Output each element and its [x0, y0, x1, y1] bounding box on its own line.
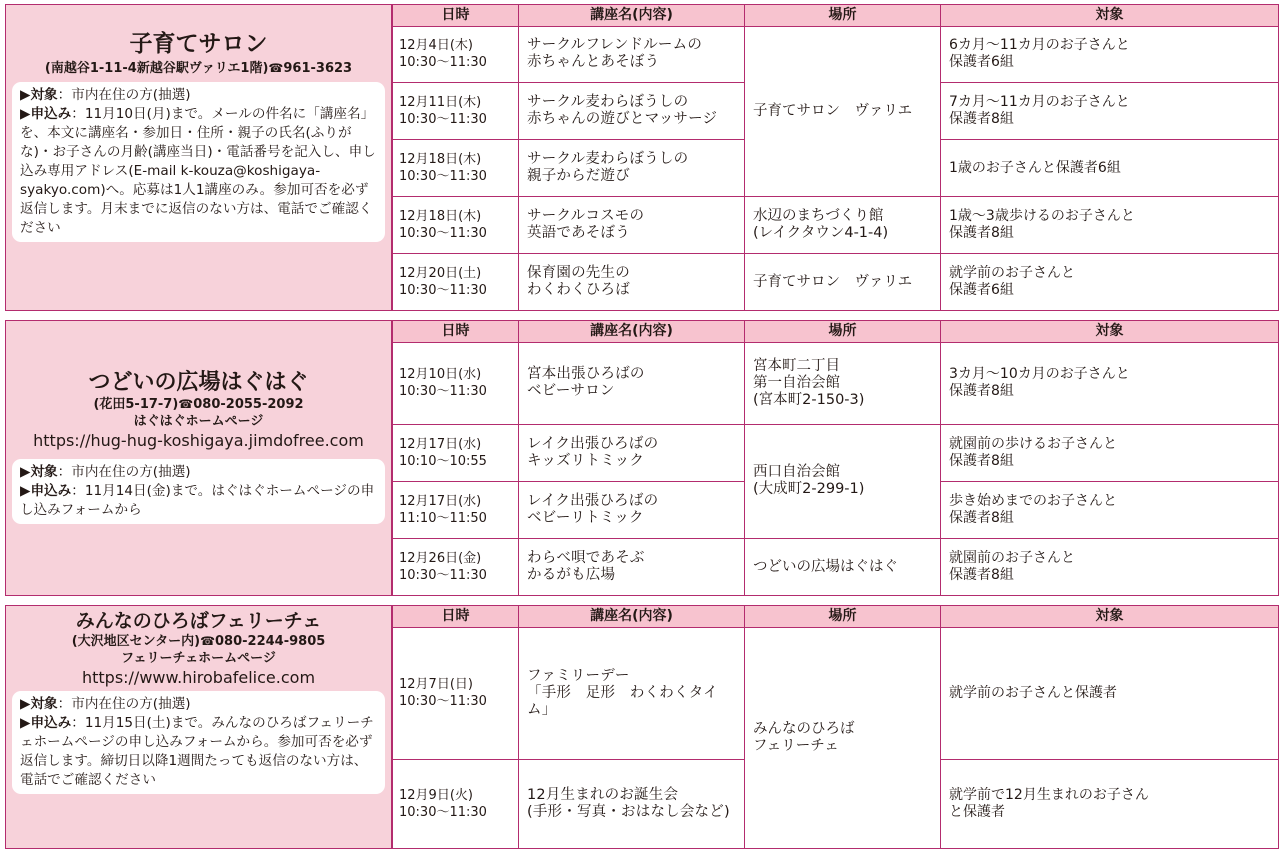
salon-schedule-table — [392, 5, 1278, 310]
felice-contact — [72, 633, 326, 650]
salon-target — [20, 86, 379, 105]
course-cell: サークルコスモの 英語であそぼう — [519, 197, 745, 254]
header-place: 場所 — [745, 5, 941, 26]
hughug-apply — [20, 482, 379, 520]
hughug-target — [20, 463, 379, 482]
hughug-schedule-table — [392, 321, 1278, 595]
header-place: 場所 — [745, 606, 941, 627]
datetime-cell: 12月11日(木) 10:30～11:30 — [393, 83, 519, 140]
target-label: ▶対象 — [20, 464, 58, 480]
header-target: 対象 — [941, 321, 1279, 342]
place-cell: みんなのひろば フェリーチェ — [745, 627, 941, 848]
salon-info-panel — [6, 5, 392, 310]
hughug-info-panel — [6, 321, 392, 595]
datetime-cell: 12月20日(土) 10:30～11:30 — [393, 254, 519, 310]
table-row — [393, 424, 1279, 481]
header-datetime: 日時 — [393, 606, 519, 627]
target-text: ：市内在住の方(抽選) — [57, 464, 191, 480]
target-text: ：市内在住の方(抽選) — [57, 696, 191, 712]
phone-icon: ☎ — [268, 61, 284, 75]
apply-text: ：11月15日(土)まで。みんなのひろばフェリーチェホームページの申し込みフォームから。参加可否を必ず返信します。締切日以降1週間たっても返信のない方は、電話でご確認ください — [20, 715, 374, 788]
apply-text: ：11月14日(金)まで。はぐはぐホームページの申し込みフォームから — [20, 483, 375, 518]
target-cell: 就学前で12月生まれのお子さん と保護者 — [941, 760, 1279, 848]
course-cell: 保育園の先生の わくわくひろば — [519, 254, 745, 310]
datetime-cell: 12月7日(日) 10:30～11:30 — [393, 627, 519, 760]
target-cell: 7カ月～11カ月のお子さんと 保護者8組 — [941, 83, 1279, 140]
felice-url[interactable]: https://www.hirobafelice.com — [81, 668, 316, 687]
salon-apply — [20, 105, 379, 238]
header-place: 場所 — [745, 321, 941, 342]
target-cell: 就園前のお子さんと 保護者8組 — [941, 539, 1279, 595]
hughug-address: (花田5-17-7) — [93, 397, 179, 412]
apply-text: ：11月10日(月)まで。メールの件名に「講座名」を、本文に講座名・参加日・住所・親子の氏名(ふりがな)・お子さんの月齢(講座当日)・電話番号を記入し、申し込み専用アドレス(E-mail k-kouza@koshigaya-syakyo.com)へ。応募は1人1講座のみ。参加可否を必ず返信します。月末までに返信のない方は、電話でご確認ください — [20, 106, 376, 236]
salon-title: 子育てサロン — [129, 31, 268, 57]
target-cell: 3カ月～10カ月のお子さんと 保護者8組 — [941, 342, 1279, 424]
datetime-cell: 12月9日(火) 10:30～11:30 — [393, 760, 519, 848]
course-cell: サークルフレンドルームの 赤ちゃんとあそぼう — [519, 26, 745, 83]
target-cell: 就園前の歩けるお子さんと 保護者8組 — [941, 424, 1279, 481]
section-salon — [5, 4, 1279, 311]
hughug-contact — [93, 396, 303, 413]
course-cell: サークル麦わらぼうしの 親子からだ遊び — [519, 140, 745, 197]
datetime-cell: 12月18日(木) 10:30～11:30 — [393, 197, 519, 254]
course-cell: 12月生まれのお誕生会 (手形・写真・おはなし会など) — [519, 760, 745, 848]
place-cell: 子育てサロン ヴァリエ — [745, 254, 941, 310]
table-row — [393, 539, 1279, 595]
hughug-url[interactable]: https://hug-hug-koshigaya.jimdofree.com — [33, 431, 364, 450]
felice-info-panel — [6, 606, 392, 848]
hughug-title: つどいの広場はぐはぐ — [88, 370, 309, 395]
felice-hp-label: フェリーチェホームページ — [121, 651, 276, 666]
target-label: ▶対象 — [20, 87, 58, 103]
datetime-cell: 12月26日(金) 10:30～11:30 — [393, 539, 519, 595]
table-row — [393, 26, 1279, 83]
table-row — [393, 254, 1279, 310]
course-cell: レイク出張ひろばの キッズリトミック — [519, 424, 745, 481]
target-text: ：市内在住の方(抽選) — [57, 87, 191, 103]
datetime-cell: 12月17日(水) 11:10～11:50 — [393, 481, 519, 538]
header-course: 講座名(内容) — [519, 5, 745, 26]
salon-contact — [45, 60, 352, 77]
target-cell: 就学前のお子さんと 保護者6組 — [941, 254, 1279, 310]
datetime-cell: 12月10日(水) 10:30～11:30 — [393, 342, 519, 424]
header-target: 対象 — [941, 5, 1279, 26]
salon-address: (南越谷1-11-4新越谷駅ヴァリエ1階) — [44, 61, 269, 76]
salon-phone: 961-3623 — [283, 61, 353, 76]
header-datetime: 日時 — [393, 321, 519, 342]
header-target: 対象 — [941, 606, 1279, 627]
header-course: 講座名(内容) — [519, 606, 745, 627]
course-cell: レイク出張ひろばの ベビーリトミック — [519, 481, 745, 538]
felice-apply — [20, 714, 379, 790]
target-label: ▶対象 — [20, 696, 58, 712]
target-cell: 就学前のお子さんと保護者 — [941, 627, 1279, 760]
apply-label: ▶申込み — [20, 483, 72, 499]
course-cell: ファミリーデー 「手形 足形 わくわくタイム」 — [519, 627, 745, 760]
felice-info-box — [12, 691, 385, 794]
datetime-cell: 12月17日(水) 10:10～10:55 — [393, 424, 519, 481]
place-cell: 子育てサロン ヴァリエ — [745, 26, 941, 197]
table-row — [393, 197, 1279, 254]
hughug-info-box — [12, 459, 385, 524]
header-course: 講座名(内容) — [519, 321, 745, 342]
course-cell: 宮本出張ひろばの ベビーサロン — [519, 342, 745, 424]
hughug-hp-label: はぐはぐホームページ — [133, 414, 264, 429]
phone-icon: ☎ — [200, 634, 216, 648]
place-cell: 宮本町二丁目 第一自治会館 (宮本町2-150-3) — [745, 342, 941, 424]
place-cell: 水辺のまちづくり館 (レイクタウン4-1-4) — [745, 197, 941, 254]
phone-icon: ☎ — [178, 397, 194, 411]
header-datetime: 日時 — [393, 5, 519, 26]
table-row — [393, 342, 1279, 424]
section-felice — [5, 605, 1279, 849]
apply-label: ▶申込み — [20, 715, 72, 731]
target-cell: 1歳～3歳歩けるのお子さんと 保護者8組 — [941, 197, 1279, 254]
target-cell: 歩き始めまでのお子さんと 保護者8組 — [941, 481, 1279, 538]
table-row — [393, 627, 1279, 760]
datetime-cell: 12月4日(木) 10:30～11:30 — [393, 26, 519, 83]
felice-title: みんなのひろばフェリーチェ — [75, 610, 322, 632]
course-cell: サークル麦わらぼうしの 赤ちゃんの遊びとマッサージ — [519, 83, 745, 140]
place-cell: つどいの広場はぐはぐ — [745, 539, 941, 595]
felice-target — [20, 695, 379, 714]
felice-schedule-table — [392, 606, 1278, 848]
datetime-cell: 12月18日(木) 10:30～11:30 — [393, 140, 519, 197]
hughug-phone: 080-2055-2092 — [193, 397, 304, 412]
felice-phone: 080-2244-9805 — [215, 634, 326, 649]
course-cell: わらべ唄であそぶ かるがも広場 — [519, 539, 745, 595]
place-cell: 西口自治会館 (大成町2-299-1) — [745, 424, 941, 539]
apply-label: ▶申込み — [20, 106, 72, 122]
salon-info-box — [12, 82, 385, 242]
target-cell: 1歳のお子さんと保護者6組 — [941, 140, 1279, 197]
felice-address: (大沢地区センター内) — [71, 634, 201, 649]
section-hughug — [5, 320, 1279, 596]
target-cell: 6カ月～11カ月のお子さんと 保護者6組 — [941, 26, 1279, 83]
